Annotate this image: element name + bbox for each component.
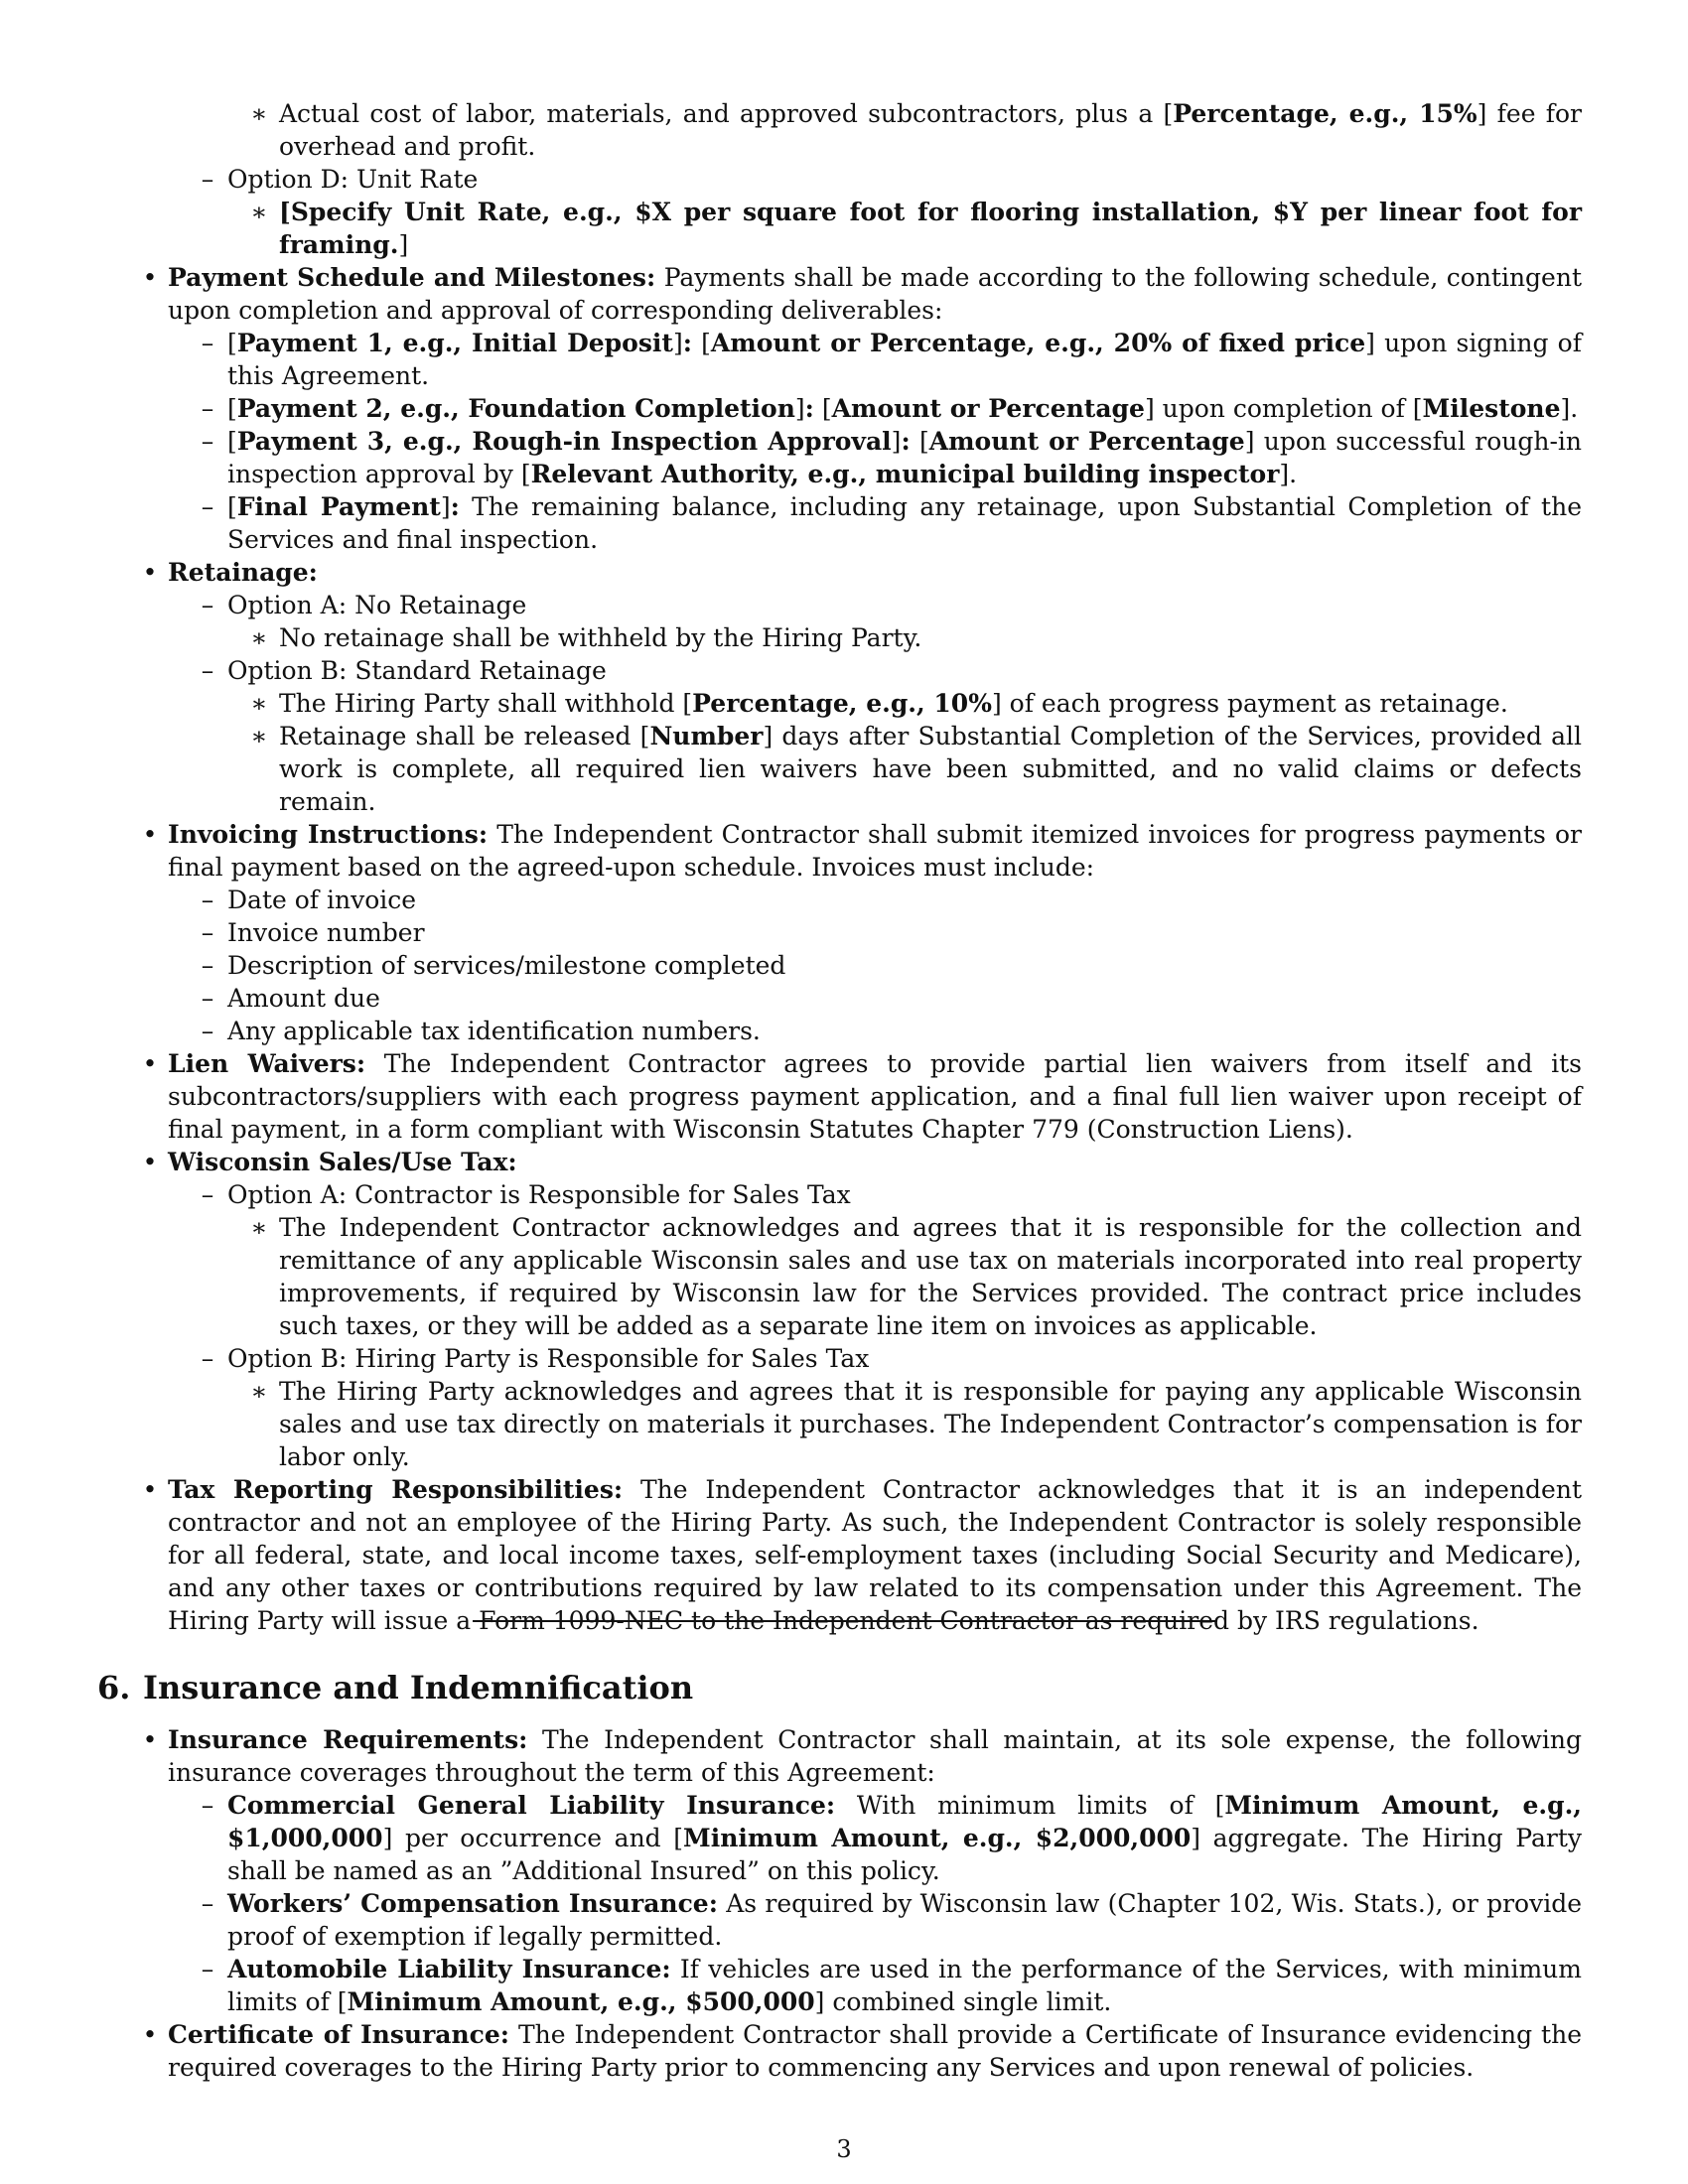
item-text: Date of invoice — [227, 886, 417, 914]
list-item-level-2 — [168, 916, 1582, 949]
bullet-marker: – — [201, 1889, 214, 1918]
list-item-level-2 — [168, 1342, 1582, 1375]
bullet-marker: – — [201, 886, 214, 914]
item-text: Retainage shall be released [ — [279, 722, 650, 751]
item-text: ] — [398, 230, 409, 259]
bold-text: : — [804, 394, 814, 423]
bold-text: Amount or Percentage — [831, 394, 1145, 423]
item-text: ] — [794, 394, 805, 423]
item-text: [ — [227, 427, 237, 456]
item-text: ] per occurrence and [ — [382, 1824, 684, 1852]
bullet-marker: • — [142, 1049, 158, 1078]
bullet-marker: • — [142, 1148, 158, 1176]
bold-text: Commercial General Liability Insurance: — [227, 1791, 836, 1820]
bold-text: : — [682, 329, 692, 357]
bold-text: [Specify Unit Rate, e.g., $X per square foot for flooring installation, $Y per linear foot for framing. — [279, 198, 1582, 259]
bullet-marker: ∗ — [250, 722, 268, 751]
list-item-level-3 — [168, 97, 1582, 163]
list-item-level-3 — [168, 621, 1582, 654]
section-title: Insurance and Indemnification — [143, 1669, 694, 1706]
list-item-level-2 — [168, 949, 1582, 982]
list-item-level-2 — [168, 589, 1582, 621]
list-item-level-2 — [168, 1789, 1582, 1887]
item-text: Option B: Standard Retainage — [227, 656, 607, 685]
list-item-level-2 — [168, 163, 1582, 196]
list-item-level-1 — [142, 1146, 1582, 1178]
item-text: The remaining balance, including any retainage, upon Substantial Completion of the Services and final inspection. — [227, 492, 1582, 554]
bold-text: Final Payment — [236, 492, 441, 521]
list-item-level-2 — [168, 392, 1582, 425]
bold-text: Minimum Amount, e.g., $2,000,000 — [683, 1824, 1192, 1852]
bold-text: : — [450, 492, 460, 521]
item-text: The Independent Contractor shall provide a Certificate of Insurance evidencing the required coverages to the Hiring Party prior to commencing any Services and upon renewal of policies. — [168, 2020, 1582, 2082]
item-text: ] upon signing of this Agreement. — [227, 329, 1582, 390]
bold-text: Payment 3, e.g., Rough-in Inspection Approval — [236, 427, 892, 456]
bullet-marker: – — [201, 951, 214, 980]
bullet-marker: ∗ — [250, 99, 268, 128]
item-text: ]. — [1560, 394, 1579, 423]
list-item-level-1 — [142, 556, 1582, 589]
bold-text: Wisconsin Sales/Use Tax: — [168, 1148, 517, 1176]
bullet-marker: – — [201, 1017, 214, 1045]
insurance-list — [142, 1723, 1582, 2084]
bullet-marker: – — [201, 329, 214, 357]
item-text: [ — [227, 329, 237, 357]
bold-text: Number — [649, 722, 764, 751]
bullet-marker: – — [201, 591, 214, 619]
list-item-level-3 — [168, 720, 1582, 818]
list-item-level-2 — [168, 654, 1582, 687]
bold-text: Invoicing Instructions: — [168, 820, 489, 849]
bullet-marker: • — [142, 1725, 158, 1754]
bullet-marker: ∗ — [250, 689, 268, 718]
item-text: ] — [672, 329, 683, 357]
item-text: Option B: Hiring Party is Responsible for Sales Tax — [227, 1344, 870, 1373]
item-text: The Independent Contractor agrees to provide partial lien waivers from itself and its subcontractors/suppliers with each progress payment application, and a final full lien waiver upon receipt of final payment, in a form compliant with Wisconsin Statutes Chapter 779 (Construction Liens). — [168, 1049, 1582, 1144]
bold-text: Retainage: — [168, 558, 318, 587]
item-text: [ — [1163, 99, 1174, 128]
item-text: The Hiring Party acknowledges and agrees that it is responsible for paying any applicable Wisconsin sales and use tax directly on materials it purchases. The Independent Contractor’s compensation is for labor only. — [279, 1377, 1582, 1471]
list-item-level-2 — [168, 884, 1582, 916]
bold-text: Lien Waivers: — [168, 1049, 366, 1078]
payment-terms-list — [142, 97, 1583, 1637]
list-item-level-2 — [168, 490, 1582, 556]
bold-text: Insurance Requirements: — [168, 1725, 528, 1754]
item-text: Option A: Contractor is Responsible for Sales Tax — [227, 1180, 851, 1209]
bullet-marker: – — [201, 492, 214, 521]
list-item-level-1 — [142, 1723, 1582, 1789]
item-text: The Independent Contractor shall maintain, at its sole expense, the following insurance coverages throughout the term of this Agreement: — [168, 1725, 1582, 1787]
bullet-marker: ∗ — [250, 623, 268, 652]
bold-text: Amount or Percentage — [928, 427, 1245, 456]
item-text: Amount due — [227, 984, 380, 1013]
list-item-level-1 — [142, 1047, 1582, 1146]
list-item-level-3 — [168, 1375, 1582, 1473]
list-item-level-2 — [168, 982, 1582, 1015]
item-text: ] fee for overhead and profit. — [279, 99, 1583, 161]
bold-text: : — [901, 427, 911, 456]
bullet-marker: – — [201, 1955, 214, 1983]
section-number: 6. — [97, 1669, 131, 1706]
list-item-level-3 — [168, 687, 1582, 720]
item-text: The Independent Contractor shall submit itemized invoices for progress payments or final payment based on the agreed-upon schedule. Invoices must include: — [168, 820, 1582, 882]
bullet-marker: – — [201, 394, 214, 423]
item-text: ] of each progress payment as retainage. — [991, 689, 1508, 718]
bullet-marker: ∗ — [250, 1213, 268, 1242]
item-text: The Hiring Party shall withhold [ — [279, 689, 693, 718]
bullet-marker: • — [142, 263, 158, 292]
item-text: [ — [227, 492, 237, 521]
item-text: Any applicable tax identification numbers. — [227, 1017, 761, 1045]
item-text: [ — [691, 329, 711, 357]
bullet-marker: • — [142, 1475, 158, 1504]
bullet-marker: ∗ — [250, 198, 268, 226]
bullet-marker: – — [201, 1180, 214, 1209]
item-text: The Independent Contractor acknowledges and agrees that it is responsible for the collection and remittance of any applicable Wisconsin sales and use tax on materials incorporated into real property improvements, if required by Wisconsin law for the Services provided. The contract price includes such taxes, or they will be added as a separate line item on invoices as applicable. — [279, 1213, 1582, 1340]
bold-text: Workers’ Compensation Insurance: — [227, 1889, 718, 1918]
bullet-marker: – — [201, 165, 214, 194]
item-text: ] — [891, 427, 902, 456]
item-text: Actual cost of labor, materials, and approved subcontractors, plus a — [279, 99, 1164, 128]
item-text: [ — [813, 394, 832, 423]
bullet-marker: – — [201, 656, 214, 685]
bullet-marker: – — [201, 918, 214, 947]
item-text: ] days after Substantial Completion of the Services, provided all work is complete, all required lien waivers have been submitted, and no valid claims or defects remain. — [279, 722, 1582, 816]
item-text: Invoice number — [227, 918, 425, 947]
bullet-marker: • — [142, 558, 158, 587]
bullet-marker: – — [201, 984, 214, 1013]
bold-text: Payment 2, e.g., Foundation Completion — [236, 394, 795, 423]
bold-text: Milestone — [1422, 394, 1561, 423]
bullet-marker: – — [201, 427, 214, 456]
bullet-marker: ∗ — [250, 1377, 268, 1406]
item-text: ] upon completion of [ — [1144, 394, 1423, 423]
item-text: [ — [227, 394, 237, 423]
item-text: ] upon successful rough-in inspection approval by [ — [227, 427, 1583, 488]
page-number: 3 — [836, 2135, 852, 2163]
bold-text: Relevant Authority, e.g., municipal building inspector — [530, 460, 1280, 488]
bullet-marker: • — [142, 2020, 158, 2049]
item-text: [ — [910, 427, 929, 456]
list-item-level-2 — [168, 327, 1582, 392]
bullet-marker: – — [201, 1791, 214, 1820]
bold-text: Minimum Amount, e.g., $1,000,000 — [227, 1791, 1582, 1852]
item-text: ]. — [1279, 460, 1298, 488]
bold-text: Tax Reporting Responsibilities: — [168, 1475, 624, 1504]
bold-text: Amount or Percentage, e.g., 20% of fixed price — [710, 329, 1366, 357]
item-text: Option A: No Retainage — [227, 591, 527, 619]
item-text: ] combined single limit. — [814, 1987, 1112, 2016]
item-text: Description of services/milestone completed — [227, 951, 786, 980]
bold-text: Percentage, e.g., 15% — [1173, 99, 1477, 128]
list-item-level-2 — [168, 1015, 1582, 1047]
bullet-marker: • — [142, 820, 158, 849]
item-text: The Independent Contractor acknowledges that it is an independent contractor and not an employee of the Hiring Party. As such, the Independent Contractor is solely responsible for all federal, state, and local income taxes, self-employment taxes (including Social Security and Medicare), and any other taxes or contributions required by law related to its compensation under this Agreement. The Hiring Party will issue a Form 1099-NEC to the Independent Contractor as required by IRS regulations. — [168, 1475, 1582, 1635]
item-text: If vehicles are used in the performance of the Services, with minimum limits of [ — [227, 1955, 1582, 2016]
list-item-level-3 — [168, 196, 1582, 261]
item-text: No retainage shall be withheld by the Hiring Party. — [279, 623, 922, 652]
item-text: Option D: Unit Rate — [227, 165, 479, 194]
list-item-level-1 — [142, 818, 1582, 884]
item-text: Payments shall be made according to the following schedule, contingent upon completion and approval of corresponding deliverables: — [168, 263, 1583, 325]
section-heading — [97, 1668, 693, 1707]
item-text: With minimum limits of [ — [835, 1791, 1225, 1820]
bold-text: Percentage, e.g., 10% — [692, 689, 992, 718]
bold-text: Payment 1, e.g., Initial Deposit — [236, 329, 673, 357]
bold-text: Automobile Liability Insurance: — [227, 1955, 671, 1983]
list-item-level-2 — [168, 425, 1582, 490]
list-item-level-2 — [168, 1887, 1582, 1953]
bold-text: Minimum Amount, e.g., $500,000 — [347, 1987, 815, 2016]
list-item-level-2 — [168, 1178, 1582, 1211]
list-item-level-1 — [142, 2018, 1582, 2084]
bullet-marker: – — [201, 1344, 214, 1373]
item-text: ] aggregate. The Hiring Party shall be named as an ”Additional Insured” on this policy. — [227, 1824, 1582, 1885]
bold-text: Certificate of Insurance: — [168, 2020, 509, 2049]
list-item-level-1 — [142, 261, 1583, 327]
bold-text: Payment Schedule and Milestones: — [168, 263, 656, 292]
item-text: As required by Wisconsin law (Chapter 102, Wis. Stats.), or provide proof of exemption if legally permitted. — [227, 1889, 1582, 1951]
list-item-level-3 — [168, 1211, 1582, 1342]
list-item-level-1 — [142, 1473, 1582, 1637]
list-item-level-2 — [168, 1953, 1582, 2018]
item-text: ] — [440, 492, 451, 521]
section-divider — [473, 1620, 1217, 1622]
